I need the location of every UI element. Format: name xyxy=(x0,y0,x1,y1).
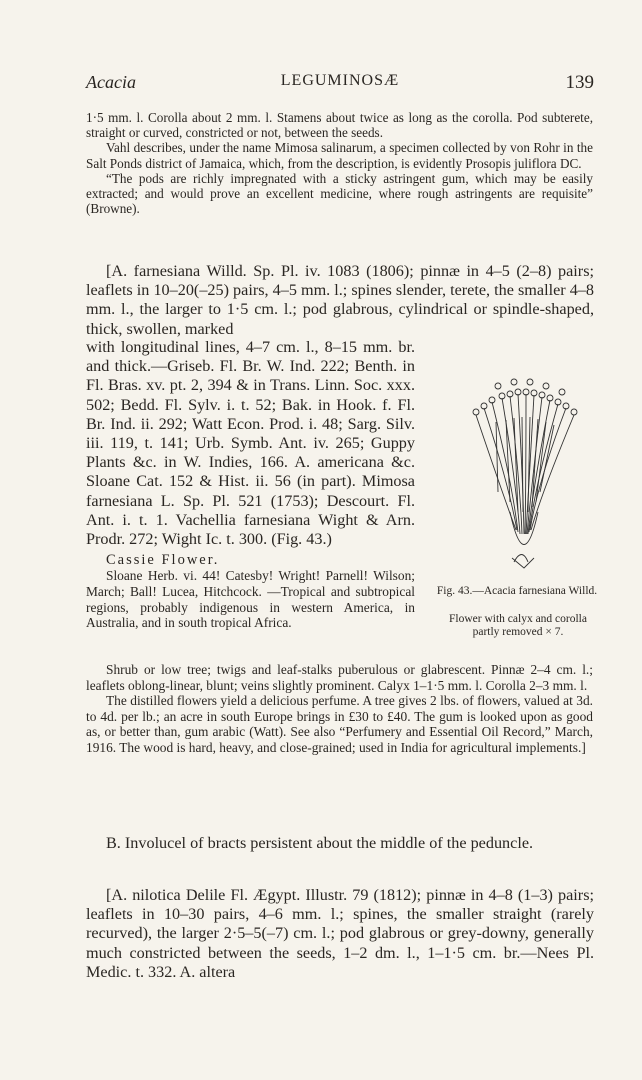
figure-caption: Flower with calyx and corolla partly removed × 7. xyxy=(449,613,587,638)
section-b-text: B. Involucel of bracts persistent about the middle of the peduncle. xyxy=(106,834,534,852)
header-genus: Acacia xyxy=(86,72,136,92)
farnesiana-description xyxy=(86,662,593,756)
figure-43 xyxy=(440,362,600,572)
uses-paragraph: The distilled flowers yield a delicious perfume. A tree gives 2 lbs. of flowers, valued at 3d. to 4d. per lb.; an acre in south Europe brings in £30 to £40. The gum is looked upon as good as, or better than, gum arabic (Watt). See also “Perfumery and Essential Oil Record,” March, 1916. The wood is hard, heavy, and close-grained; used in India for agricultural implements.] xyxy=(86,693,593,755)
running-head xyxy=(86,72,594,96)
paragraph-corolla: 1·5 mm. l. Corolla about 2 mm. l. Stamens about twice as long as the corolla. Pod subterete, straight or curved, constricted or not, between the seeds. xyxy=(86,110,593,141)
shrub-description: Shrub or low tree; twigs and leaf-stalks puberulous or glabrescent. Pinnæ 2–4 cm. l.; leaflets oblong-linear, blunt; veins slightly prominent. Calyx 1–1·5 mm. l. Corolla 2–3 mm. l. xyxy=(86,662,593,693)
nilotica-text: [A. nilotica Delile Fl. Ægypt. Illustr. 79 (1812); pinnæ in 4–8 (1–3) pairs; leaflets in 10–30 pairs, 4–6 mm. l.; spines, the smaller straight (rarely recurved), the larger 2·5–5(–7) cm. l.; pod glabrous or grey-downy, generally much constricted between the seeds, 1–2 dm. l., 1–1·5 cm. br.—Nees Pl. Medic. t. 332. A. altera xyxy=(86,886,594,981)
page-number: 139 xyxy=(565,72,594,93)
farnesiana-lead xyxy=(86,262,594,339)
farnesiana-references xyxy=(86,338,415,631)
figure-label: Fig. 43.—Acacia farnesiana Willd. xyxy=(436,585,598,597)
specimens-distribution: Sloane Herb. vi. 44! Catesby! Wright! Parnell! Wilson; March; Ball! Lucea, Hitchcock. —Tropical and subtropical regions, probably indigenous in western America, in Australia, and in south tropical Africa. xyxy=(86,568,415,631)
common-name: Cassie Flower. xyxy=(106,552,220,569)
header-family: LEGUMINOSÆ xyxy=(280,72,400,89)
farnesiana-references-text: with longitudinal lines, 4–7 cm. l., 8–15 mm. br. and thick.—Griseb. Fl. Br. W. Ind. 222; Benth. in Fl. Bras. xv. pt. 2, 394 & in Trans. Linn. Soc. xxx. 502; Bedd. Fl. Sylv. i. t. 52; Bak. in Hook. f. Fl. Br. Ind. ii. 292; Watt Econ. Prod. i. 48; Sarg. Silv. iii. 119, t. 141; Urb. Symb. Ant. iv. 265; Guppy Plants &c. in W. Indies, 166. A. americana &c. Sloane Cat. 152 & Hist. ii. 56 (in part). Mimosa farnesiana L. Sp. Pl. 521 (1753); Descourt. Fl. Ant. i. t. 1. Vachellia farnesiana Wight & Arn. Prodr. 272; Wight Ic. t. 300. (Fig. 43.) xyxy=(86,338,415,549)
farnesiana-lead-text: [A. farnesiana Willd. Sp. Pl. iv. 1083 (1806); pinnæ in 4–5 (2–8) pairs; leaflets in 10–20(–25) pairs, 4–5 mm. l.; spines slender, terete, the smaller 4–8 mm. l., the larger to 1·5 cm. l.; pod glabrous, cylindrical or spindle-shaped, thick, swollen, marked xyxy=(86,262,594,338)
paragraph-browne: “The pods are richly impregnated with a sticky astringent gum, which may be easily extracted; and would prove an excellent medicine, where rough astringents are requisite” (Browne). xyxy=(86,170,593,217)
paragraph-vahl: Vahl describes, under the name Mimosa salinarum, a specimen collected by von Rohr in the Salt Ponds district of Jamaica, which, from the description, is evidently Prosopis juliflora DC. xyxy=(86,140,593,171)
prosopis-notes xyxy=(86,110,593,216)
acacia-flower-illustration xyxy=(462,362,586,572)
section-b-heading xyxy=(86,834,594,853)
nilotica-entry xyxy=(86,886,594,982)
